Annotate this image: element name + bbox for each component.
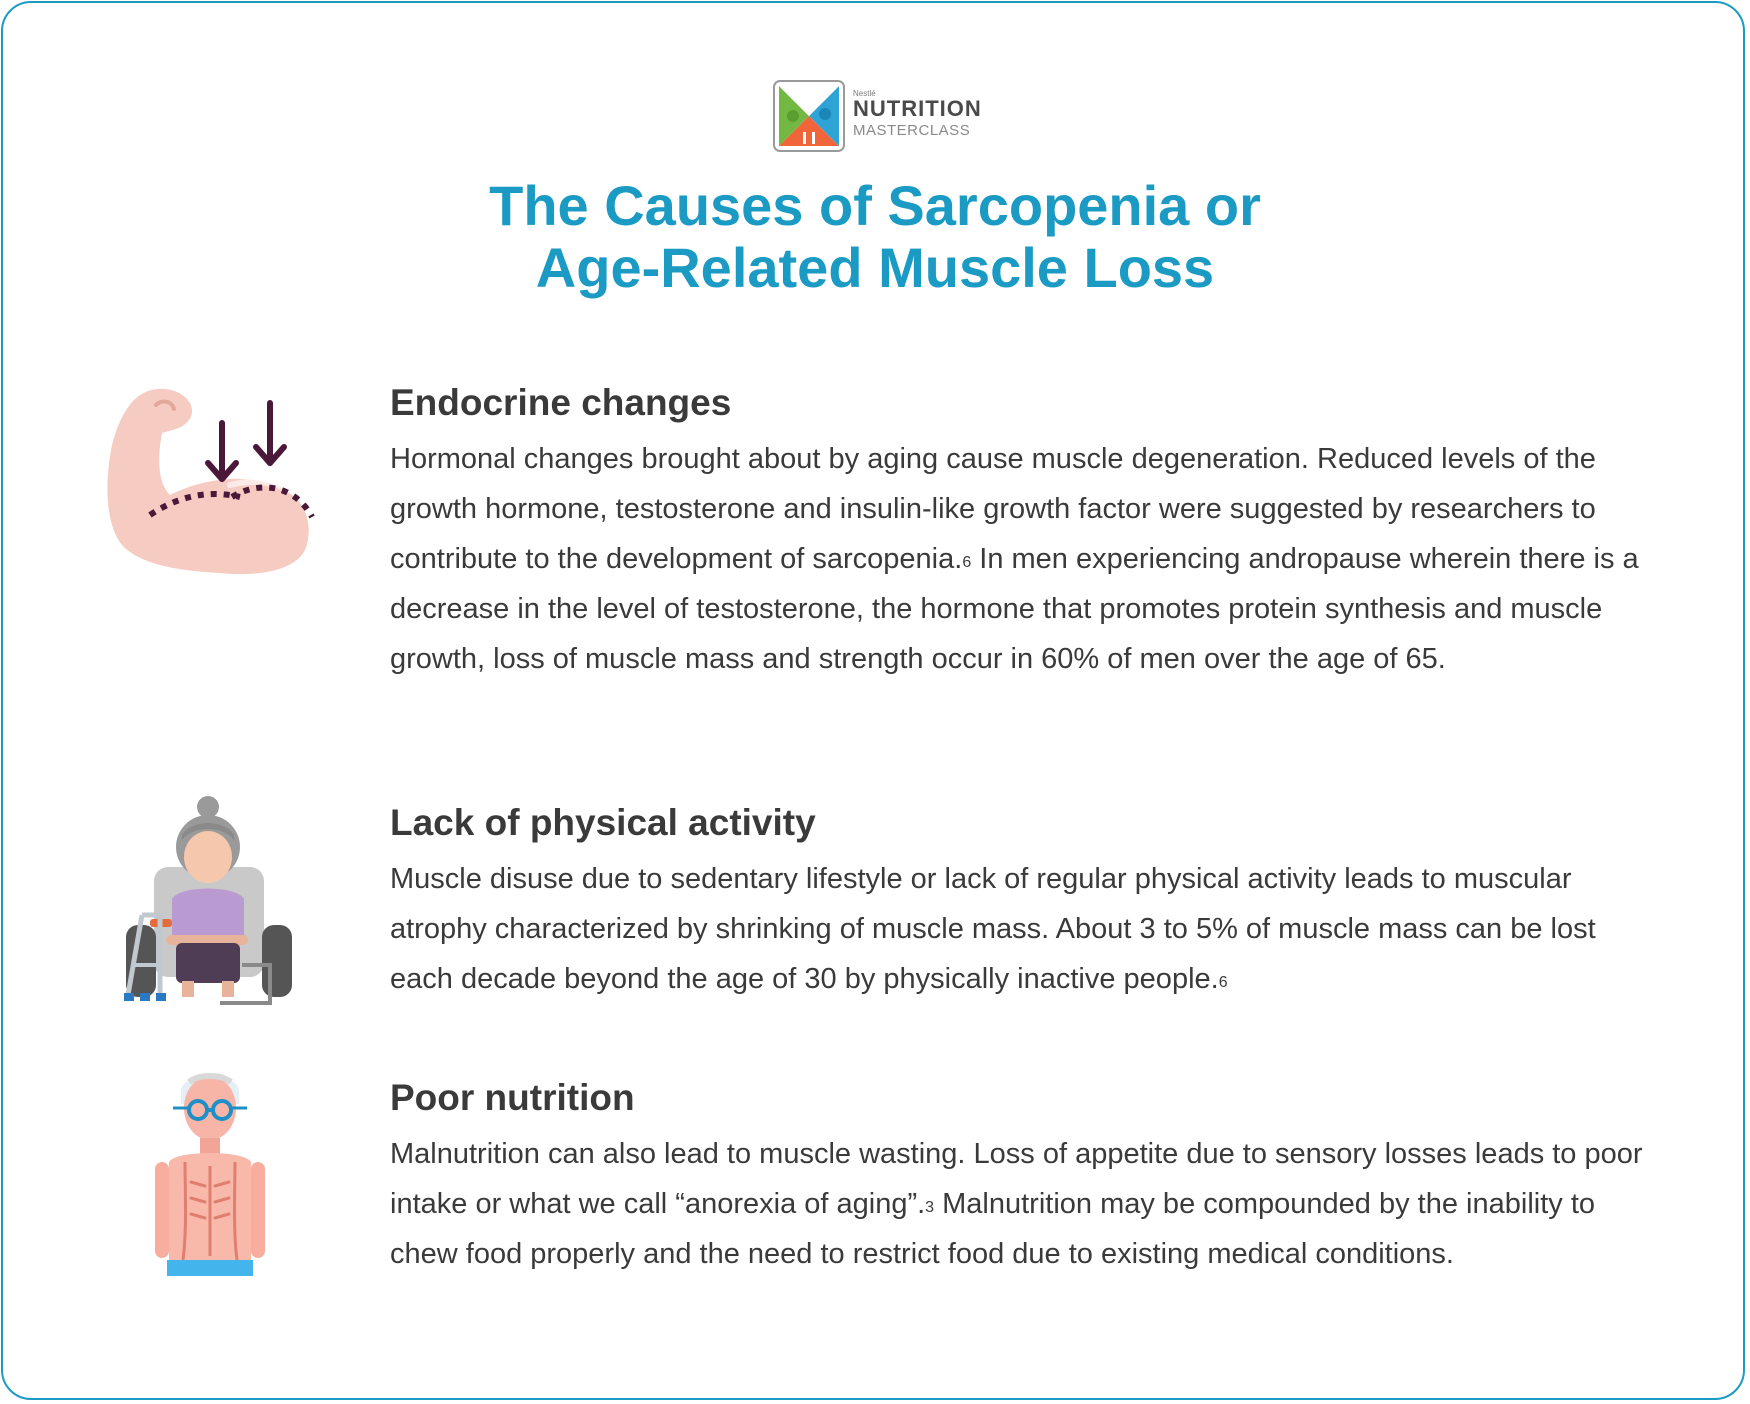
reference-number: 6	[962, 554, 972, 571]
title-line-2: Age-Related Muscle Loss	[535, 236, 1215, 299]
section-body	[390, 434, 1660, 684]
flexed-arm-muscle-loss-icon	[100, 385, 320, 580]
section-endocrine-changes	[390, 380, 1660, 684]
logo-name: NUTRITION	[853, 96, 982, 121]
page-title	[0, 175, 1750, 299]
section-body-text: Malnutrition can also lead to muscle wasting. Loss of appetite due to sensory losses leads to poor intake or what we call “anorexia of aging”.	[390, 1138, 1643, 1220]
section-body-text: Muscle disuse due to sedentary lifestyle or lack of regular physical activity leads to muscular atrophy characterized by shrinking of muscle mass. About 3 to 5% of muscle mass can be lost each decade beyond the age of 30 by physically inactive people.	[390, 863, 1596, 995]
elderly-woman-wheelchair-icon	[120, 795, 300, 1010]
section-body-text-continued: Malnutrition may be compounded by the inability to chew food properly and the need to restrict food due to existing medical conditions.	[390, 1188, 1596, 1270]
logo-mark-icon	[773, 80, 845, 152]
reference-number: 6	[1218, 974, 1228, 991]
section-heading: Lack of physical activity	[390, 802, 816, 843]
section-lack-of-physical-activity	[390, 800, 1660, 1004]
section-body	[390, 854, 1660, 1004]
section-body-text: Hormonal changes brought about by aging cause muscle degeneration. Reduced levels of the growth hormone, testosterone and insulin-like growth factor were suggested by researchers to contribute to the development of sarcopenia.	[390, 443, 1596, 575]
section-body	[390, 1129, 1660, 1279]
title-line-1: The Causes of Sarcopenia or	[489, 174, 1261, 237]
logo-subtitle: MASTERCLASS	[853, 122, 971, 139]
section-heading: Poor nutrition	[390, 1077, 635, 1118]
section-poor-nutrition	[390, 1075, 1660, 1279]
thin-elderly-man-icon	[155, 1070, 265, 1285]
logo-brand: Nestlé	[853, 89, 876, 98]
reference-number: 3	[925, 1199, 935, 1216]
section-heading: Endocrine changes	[390, 382, 732, 423]
section-body-text-continued: In men experiencing andropause wherein there is a decrease in the level of testosterone, the hormone that promotes protein synthesis and muscle growth, loss of muscle mass and strength occur in 60% of men over the age of 65.	[390, 543, 1639, 675]
nutrition-masterclass-logo	[773, 80, 993, 152]
